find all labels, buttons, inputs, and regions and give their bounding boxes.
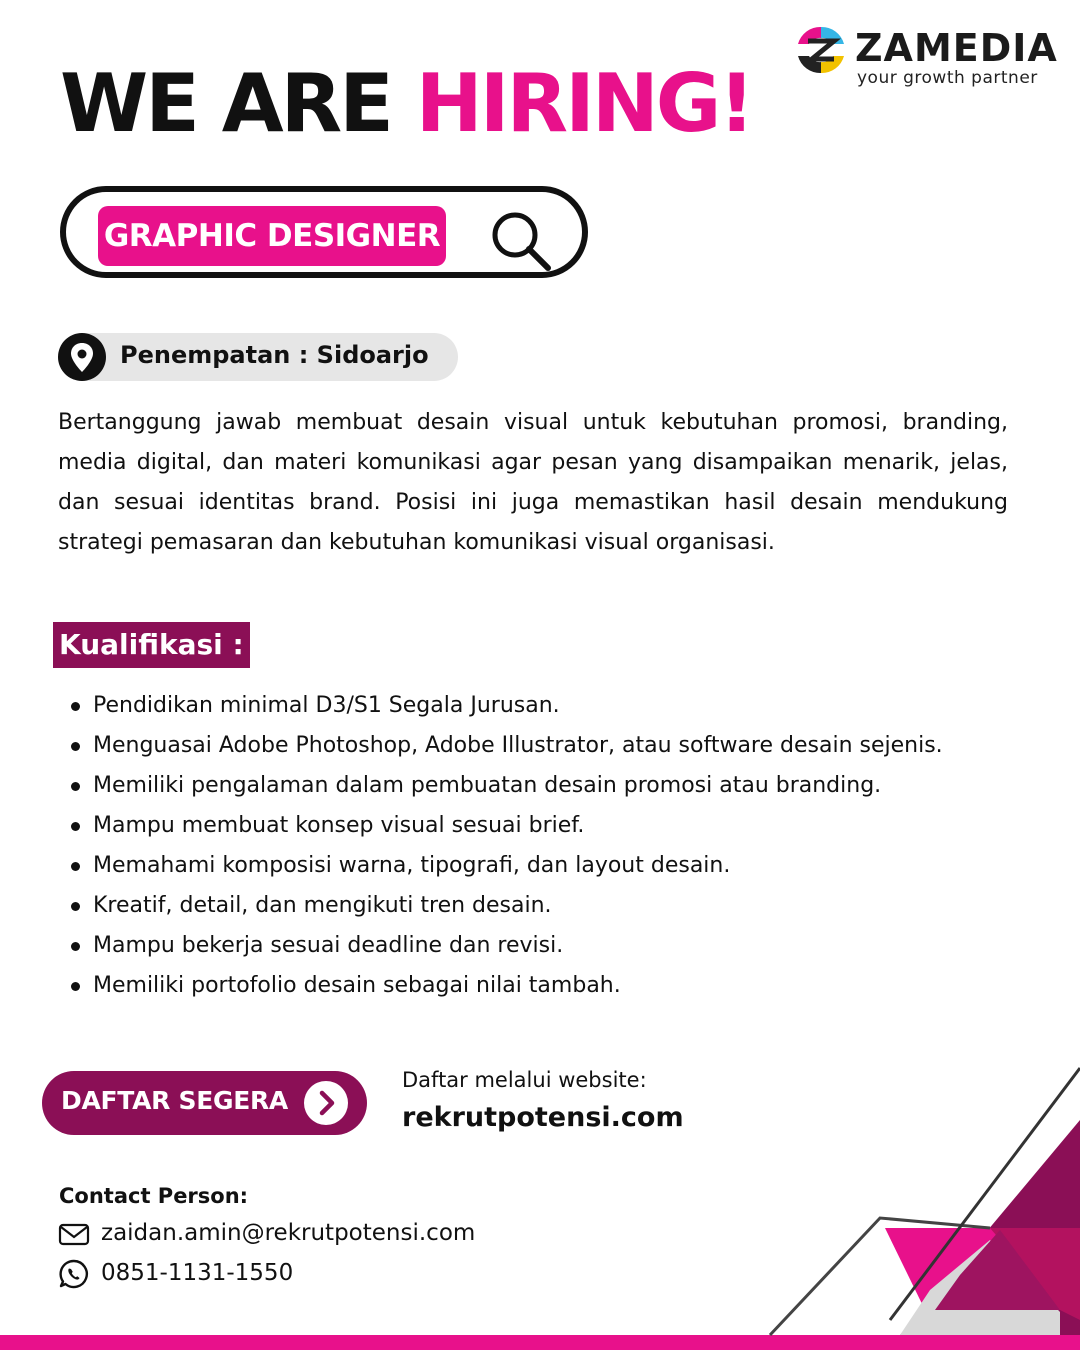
headline-we-are: WE ARE — [60, 57, 416, 150]
chevron-right-icon — [304, 1081, 348, 1125]
list-item: Menguasai Adobe Photoshop, Adobe Illustrator, atau software desain sejenis. — [70, 726, 1030, 766]
search-icon — [488, 208, 552, 272]
location-pin-icon — [58, 333, 106, 381]
contact-email-row — [58, 1218, 498, 1250]
qualifications-title: Kualifikasi : — [53, 622, 250, 668]
headline — [60, 58, 752, 150]
logo-wordmark: ZAMEDIA — [855, 26, 1058, 70]
location-text: Penempatan : Sidoarjo — [120, 341, 429, 369]
qualifications-list — [70, 686, 1030, 1006]
website-label: Daftar melalui website: — [402, 1068, 647, 1092]
job-description: Bertanggung jawab membuat desain visual untuk kebutuhan promosi, branding, media digital, dan materi komunikasi agar pesan yang disampaikan menarik, jelas, dan sesuai identitas brand. Posisi ini juga memastikan hasil desain mendukung strategi pemasaran dan kebutuhan komunikasi visual organisasi. — [58, 410, 1008, 555]
position-search-box — [60, 186, 588, 278]
contact-phone[interactable]: 0851-1131-1550 — [101, 1260, 294, 1286]
contact-title: Contact Person: — [59, 1184, 249, 1208]
logo-tagline: your growth partner — [857, 68, 1038, 88]
contact-email[interactable]: zaidan.amin@rekrutpotensi.com — [101, 1220, 476, 1246]
list-item: Mampu membuat konsep visual sesuai brief. — [70, 806, 1030, 846]
daftar-segera-button[interactable] — [42, 1071, 367, 1135]
mail-icon — [58, 1218, 90, 1250]
list-item: Memiliki pengalaman dalam pembuatan desain promosi atau branding. — [70, 766, 1030, 806]
list-item: Mampu bekerja sesuai deadline dan revisi. — [70, 926, 1030, 966]
list-item: Pendidikan minimal D3/S1 Segala Jurusan. — [70, 686, 1030, 726]
logo-mark-icon — [795, 24, 847, 76]
headline-hiring: HIRING! — [415, 57, 752, 150]
list-item: Memahami komposisi warna, tipografi, dan layout desain. — [70, 846, 1030, 886]
daftar-segera-label: DAFTAR SEGERA — [61, 1086, 288, 1115]
location-badge — [58, 333, 458, 381]
zamedia-logo — [795, 22, 1065, 92]
website-link[interactable]: rekrutpotensi.com — [402, 1102, 684, 1133]
list-item: Memiliki portofolio desain sebagai nilai tambah. — [70, 966, 1030, 1006]
position-pill: GRAPHIC DESIGNER — [98, 206, 446, 266]
whatsapp-icon — [58, 1258, 90, 1290]
list-item: Kreatif, detail, dan mengikuti tren desain. — [70, 886, 1030, 926]
contact-phone-row — [58, 1258, 318, 1290]
